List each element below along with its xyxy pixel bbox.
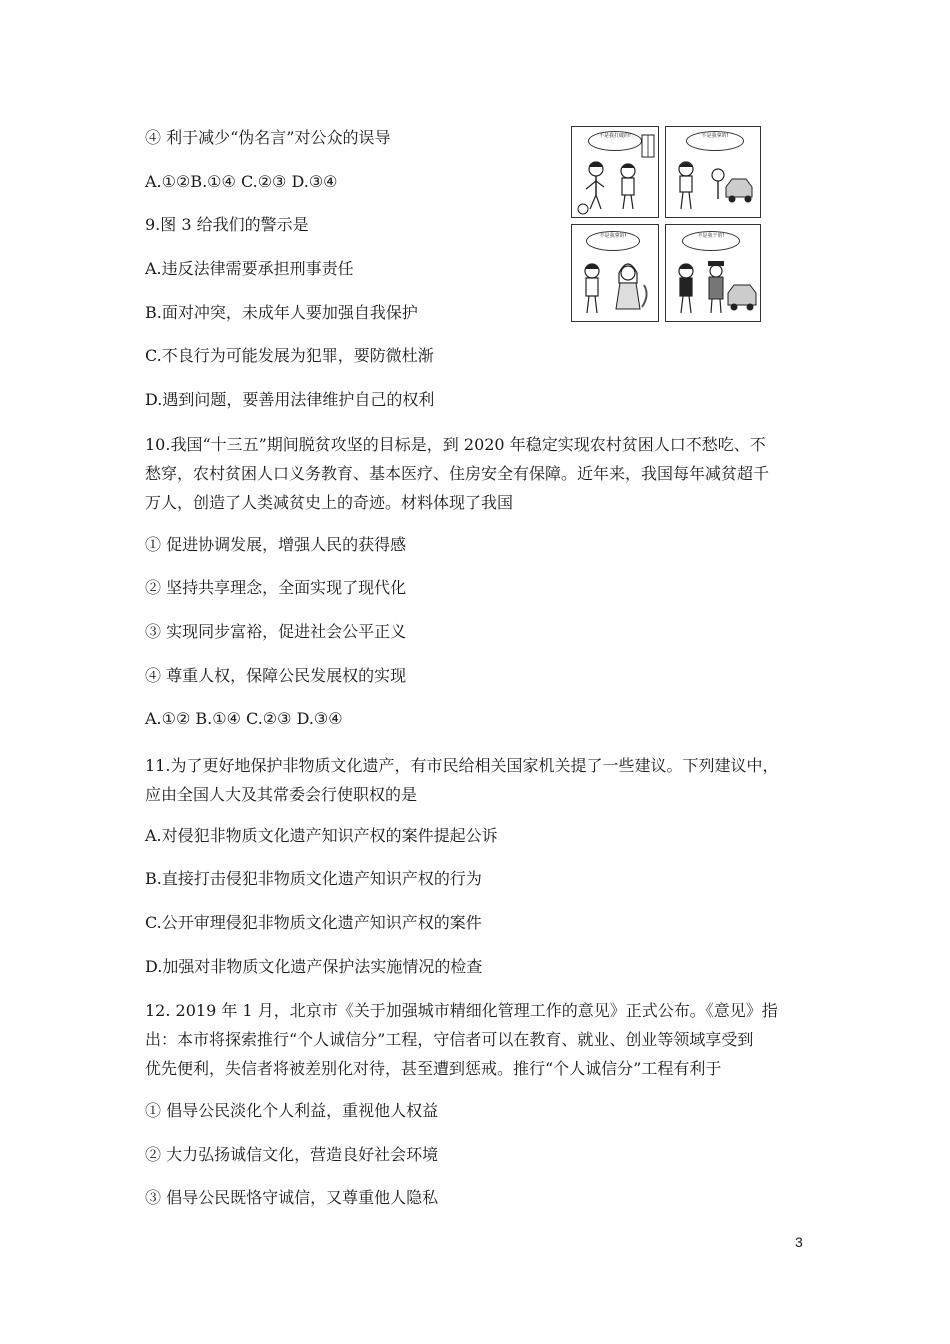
q12-stem (145, 996, 805, 1083)
q10-stem-line: 愁穿，农村贫困人口义务教育、基本医疗、住房安全有保障。近年来，我国每年减贫超千 (145, 464, 770, 483)
q10-stem (145, 430, 805, 517)
q12-stem-line: 优先便利，失信者将被差别化对待，甚至遭到惩戒。推行“个人诚信分”工程有利于 (145, 1059, 722, 1078)
q8-option-4: ④ 利于减少“伪名言”对公众的误导 (145, 128, 391, 147)
speech-bubble: 不是我干的! (682, 231, 740, 251)
boy-and-car-illustration (666, 127, 760, 217)
q12-option-1: ① 倡导公民淡化个人利益，重视他人权益 (145, 1101, 439, 1120)
q10-stem-line: 10.我国“十三五”期间脱贫攻坚的目标是，到 2020 年稳定实现农村贫困人口不愁吃、不 (145, 435, 766, 454)
q12-option-2: ② 大力弘扬诚信文化，营造良好社会环境 (145, 1145, 439, 1164)
q11-option-a: A.对侵犯非物质文化遗产知识产权的案件提起公诉 (145, 826, 498, 845)
q10-option-1: ① 促进协调发展，增强人民的获得感 (145, 535, 407, 554)
comic-panel-1 (571, 126, 659, 218)
q8-answers: A.①②B.①④ C.②③ D.③④ (145, 172, 338, 191)
figure-3-comic (571, 126, 761, 322)
comic-panel-2 (665, 126, 761, 218)
q9-stem: 9.图 3 给我们的警示是 (145, 215, 309, 234)
q11-stem-line: 应由全国人大及其常委会行使职权的是 (145, 785, 418, 804)
q10-answers: A.①② B.①④ C.②③ D.③④ (145, 709, 343, 728)
children-figures-illustration (572, 127, 658, 217)
speech-bubble: 不是我拿的! (686, 131, 744, 151)
comic-panel-4 (665, 224, 761, 322)
q10-option-3: ③ 实现同步富裕，促进社会公平正义 (145, 622, 407, 641)
q10-stem-line: 万人，创造了人类减贫史上的奇迹。材料体现了我国 (145, 493, 514, 512)
q11-option-c: C.公开审理侵犯非物质文化遗产知识产权的案件 (145, 913, 482, 932)
q12-stem-line: 12. 2019 年 1 月，北京市《关于加强城市精细化管理工作的意见》正式公布。《意见》指 (145, 1001, 778, 1020)
q9-option-b: B.面对冲突，未成年人要加强自我保护 (145, 303, 418, 322)
q11-stem-line: 11.为了更好地保护非物质文化遗产，有市民给相关国家机关提了一些建议。下列建议中， (145, 756, 779, 775)
q10-option-4: ④ 尊重人权，保障公民发展权的实现 (145, 666, 407, 685)
q9-option-c: C.不良行为可能发展为犯罪，要防微杜渐 (145, 346, 434, 365)
speech-bubble: 不是我打破的! (588, 131, 642, 151)
comic-panel-3 (571, 224, 659, 322)
q12-stem-line: 出：本市将探索推行“个人诚信分”工程，守信者可以在教育、就业、创业等领域享受到 (145, 1030, 754, 1049)
q9-option-a: A.违反法律需要承担刑事责任 (145, 259, 354, 278)
q12-option-3: ③ 倡导公民既恪守诚信，又尊重他人隐私 (145, 1188, 439, 1207)
speech-bubble: 不是我拿的! (586, 231, 640, 251)
q10-option-2: ② 坚持共享理念，全面实现了现代化 (145, 578, 407, 597)
q11-stem (145, 751, 805, 809)
boy-and-police-illustration (666, 225, 760, 321)
q11-option-b: B.直接打击侵犯非物质文化遗产知识产权的行为 (145, 869, 482, 888)
q11-option-d: D.加强对非物质文化遗产保护法实施情况的检查 (145, 957, 483, 976)
q9-option-d: D.遇到问题，要善用法律维护自己的权利 (145, 390, 435, 409)
page-number: 3 (795, 1234, 803, 1250)
boy-and-woman-illustration (572, 225, 658, 321)
